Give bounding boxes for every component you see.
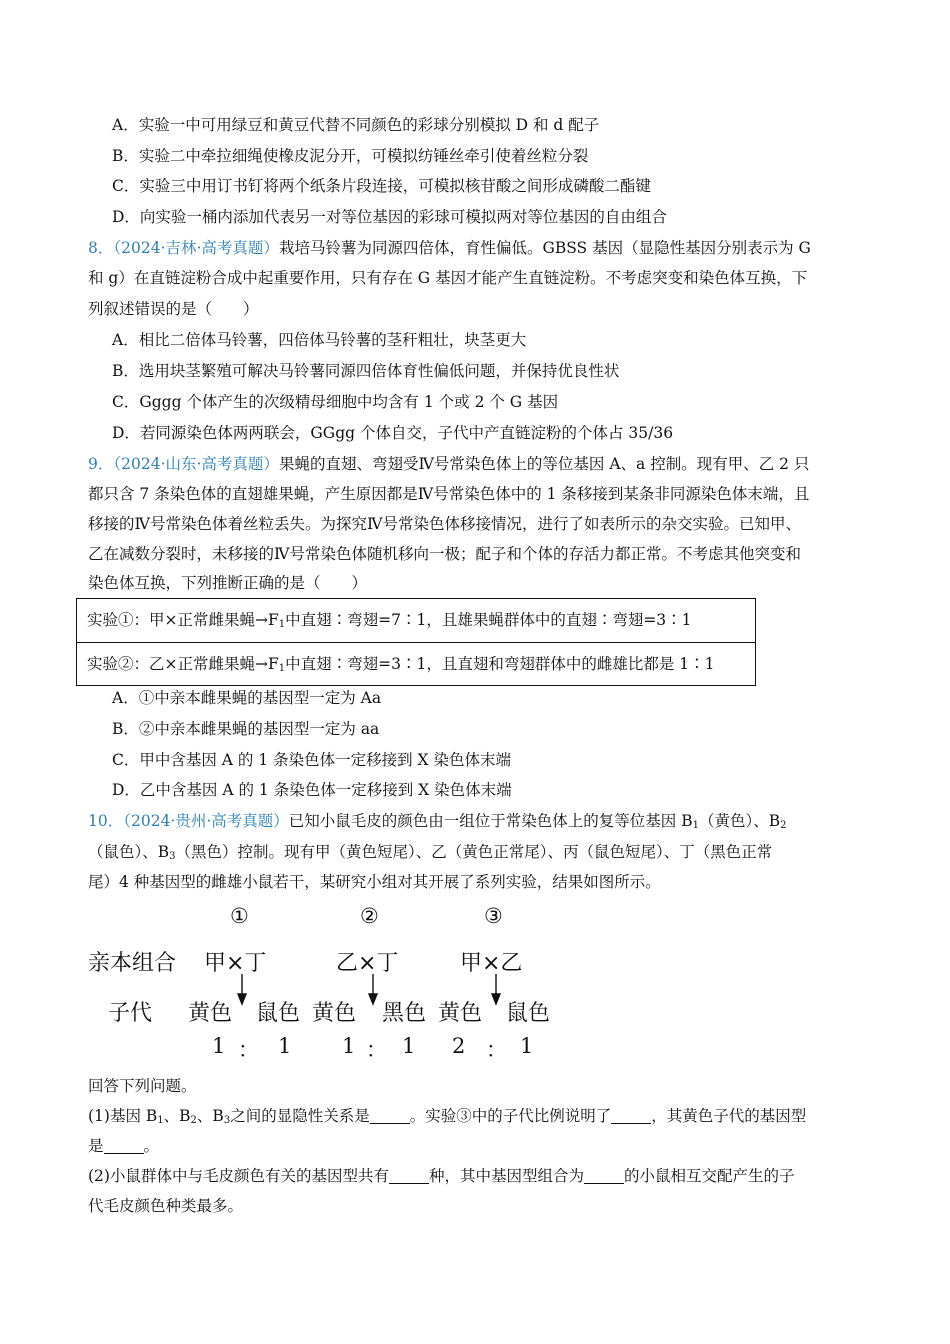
q9-stem-text: 果蝇的直翅、弯翅受Ⅳ号常染色体上的等位基因 A、a 控制。现有甲、乙 2 只 [278,455,810,473]
fig-offspring-label: 子代 [108,1001,153,1026]
q9-stem-line-3: 移接的Ⅳ号常染色体着丝粒丢失。为探究Ⅳ号常染色体移接情况，进行了如表所示的杂交实验。已知甲、 [88,515,801,533]
fig-exp-num-3: ③ [484,904,503,928]
fig-ratio-1-colon: ： [238,1038,259,1062]
answer-blank-4[interactable] [389,1169,429,1184]
q9-option-d: D．乙中含基因 A 的 1 条染色体一定移接到 X 染色体末端 [112,781,512,799]
q9-stem-line-2: 都只含 7 条染色体的直翅雄果蝇，产生原因都是Ⅳ号常染色体中的 1 条移接到某条非同源染色体末端，且 [88,485,810,503]
fig-ratio-3-left: 2 [452,1034,466,1058]
q9-stem-line-5: 染色体互换，下列推断正确的是（ ） [88,574,368,592]
q9-option-a: A．①中亲本雌果蝇的基因型一定为 Aa [112,689,382,707]
q10-stem-line-2 [88,842,858,867]
q8-stem-line-2: 和 g）在直链淀粉合成中起重要作用，只有存在 G 基因才能产生直链淀粉。不考虑突变和染色体互换，下 [88,269,808,287]
fig-arrow-2-icon [369,974,377,1004]
q10-part1-line-2 [88,1136,858,1156]
q8-option-b: B．选用块茎繁殖可解决马铃薯同源四倍体育性偏低问题，并保持优良性状 [112,362,620,380]
fig-arrow-3-icon [492,974,500,1004]
q10-stem-line-3: 尾）4 种基因型的雌雄小鼠若干，某研究小组对其开展了系列实验，结果如图所示。 [88,873,661,891]
q9-row1-subscript: 1 [278,619,286,630]
q8-stem-text: 栽培马铃薯为同源四倍体，育性偏低。GBSS 基因（显隐性基因分别表示为 G [278,239,811,257]
fig-offspring-3-right: 鼠色 [506,1001,551,1026]
q9-row1-text-a: 实验①：甲×正常雌果蝇→F [87,611,279,629]
q9-source: （2024·山东·高考真题） [113,455,279,473]
q9-experiment-table [76,598,756,686]
q10-source: （2024·贵州·高考真题） [123,812,289,830]
fig-offspring-2-right: 黑色 [382,1001,427,1026]
q10-p1-sub3: 3 [223,1115,231,1126]
answer-blank-1[interactable] [370,1109,410,1124]
fig-parent-label: 亲本组合 [88,951,177,976]
fig-ratio-2-colon: ： [366,1038,387,1062]
q7-option-b: B．实验二中牵拉细绳使橡皮泥分开，可模拟纺锤丝牵引使着丝粒分裂 [112,147,589,165]
q8-option-c: C．Gggg 个体产生的次级精母细胞中均含有 1 个或 2 个 G 基因 [112,393,559,411]
answer-blank-5[interactable] [584,1169,624,1184]
q8-stem-line-1 [88,238,858,258]
q7-option-c: C．实验三中用订书钉将两个纸条片段连接，可模拟核苷酸之间形成磷酸二酯键 [112,177,651,195]
q8-option-d: D．若同源染色体两两联会，GGgg 个体自交，子代中产直链淀粉的个体占 35/36 [112,424,674,442]
q10-stem2-a: （鼠色）、B [88,843,170,861]
q10-p2-a: (2)小鼠群体中与毛皮颜色有关的基因型共有 [88,1167,389,1185]
q10-cross-figure [88,900,558,1065]
q10-answer-intro: 回答下列问题。 [88,1077,197,1095]
q9-row2-text-a: 实验②：乙×正常雌果蝇→F [87,655,279,673]
fig-exp-num-2: ② [360,904,379,928]
q10-p1-d: 之间的显隐性关系是 [230,1107,370,1125]
q9-option-b: B．②中亲本雌果蝇的基因型一定为 aa [112,720,380,738]
fig-ratio-2-left: 1 [342,1034,356,1058]
q9-stem-line-1 [88,454,858,474]
q10-p2-c: 的小鼠相互交配产生的子 [623,1167,795,1185]
fig-offspring-3-left: 黄色 [438,1001,483,1026]
q9-row2-text-b: 中直翅∶弯翅=3∶1，且直翅和弯翅群体中的雌雄比都是 1∶1 [285,655,715,673]
q7-option-d: D．向实验一桶内添加代表另一对等位基因的彩球可模拟两对等位基因的自由组合 [112,208,667,226]
q10-p2-b: 种，其中基因型组合为 [428,1167,584,1185]
fig-ratio-2-right: 1 [402,1034,416,1058]
q10-p1-sub1: 1 [157,1115,164,1126]
q10-p1-e: 。实验③中的子代比例说明了 [409,1107,612,1125]
q10-p1-b: 、B [163,1107,191,1125]
q10-stem2-b: （黑色）控制。现有甲（黄色短尾）、乙（黄色正常尾）、丙（鼠色短尾）、丁（黑色正常 [175,843,773,861]
q8-number: 8． [88,239,114,257]
q8-option-a: A．相比二倍体马铃薯，四倍体马铃薯的茎秆粗壮，块茎更大 [112,331,527,349]
fig-ratio-3-right: 1 [520,1034,534,1058]
q9-option-c: C．甲中含基因 A 的 1 条染色体一定移接到 X 染色体末端 [112,751,512,769]
q10-part2-line-2: 代毛皮颜色种类最多。 [88,1197,244,1215]
q10-stem-line-1 [88,811,858,836]
q10-p1-g: 是 [88,1137,104,1155]
fig-offspring-1-left: 黄色 [188,1001,233,1026]
q10-sub-b3: 3 [169,851,176,862]
q9-experiment-row-1 [77,599,755,642]
q10-stem1-b: （黄色）、B [699,812,781,830]
q10-part2-line-1 [88,1166,858,1186]
q9-row2-subscript: 1 [278,663,286,674]
q9-stem-line-4: 乙在减数分裂时，未移接的Ⅳ号常染色体随机移向一极；配子和个体的存活力都正常。不考虑其他突变和 [88,545,801,563]
q10-p1-sub2: 2 [190,1115,197,1126]
q10-sub-b1: 1 [692,820,699,831]
q10-sub-b2: 2 [780,820,787,831]
q10-part1-line-1 [88,1106,858,1131]
q10-number: 10． [88,812,124,830]
q10-p1-c: 、B [196,1107,224,1125]
fig-cross-3: 甲×乙 [460,951,523,976]
answer-blank-3[interactable] [104,1139,144,1154]
fig-offspring-2-left: 黄色 [312,1001,357,1026]
q9-experiment-row-2 [77,642,755,685]
q9-number: 9． [88,455,114,473]
fig-arrow-1-icon [238,974,246,1004]
fig-ratio-1-right: 1 [278,1034,292,1058]
fig-offspring-1-right: 鼠色 [256,1001,301,1026]
answer-blank-2[interactable] [611,1109,651,1124]
q10-p1-f: ，其黄色子代的基因型 [651,1107,807,1125]
q9-row1-text-b: 中直翅∶弯翅=7∶1，且雄果蝇群体中的直翅∶弯翅=3∶1 [285,611,692,629]
q8-source: （2024·吉林·高考真题） [113,239,279,257]
q8-stem-line-3: 列叙述错误的是（ ） [88,300,259,318]
fig-cross-1: 甲×丁 [204,951,267,976]
fig-cross-2: 乙×丁 [336,951,399,976]
q10-p1-h: 。 [143,1137,160,1155]
fig-ratio-3-colon: ： [486,1038,507,1062]
q10-p1-a: (1)基因 B [88,1107,158,1125]
q7-option-a: A．实验一中可用绿豆和黄豆代替不同颜色的彩球分别模拟 D 和 d 配子 [112,116,600,134]
q10-stem1-a: 已知小鼠毛皮的颜色由一组位于常染色体上的复等位基因 B [288,812,693,830]
fig-exp-num-1: ① [230,904,249,928]
fig-ratio-1-left: 1 [212,1034,226,1058]
